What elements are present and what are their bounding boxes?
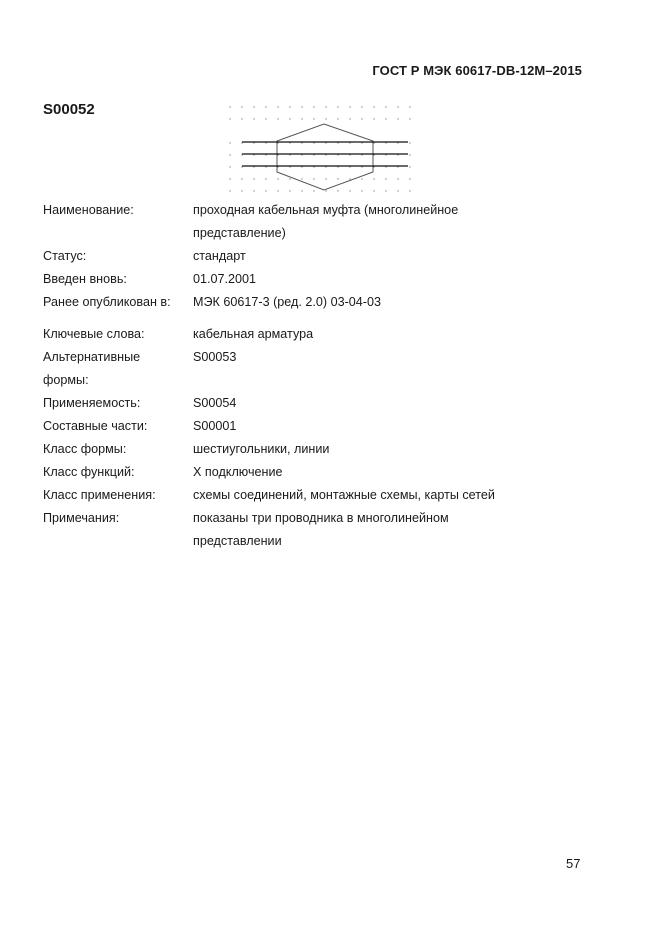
- property-row-shape-class: [43, 438, 603, 461]
- property-row-notes: [43, 507, 603, 553]
- property-row-components: [43, 415, 603, 438]
- property-label: Альтернативные: [43, 350, 141, 364]
- cable-sealing-end-icon: [226, 102, 422, 196]
- property-value: 01.07.2001: [193, 272, 257, 286]
- property-label: Применяемость:: [43, 396, 141, 410]
- property-label-continued: формы:: [43, 373, 89, 387]
- property-value: проходная кабельная муфта (многолинейное: [193, 203, 459, 217]
- property-row-alternative-forms: [43, 346, 603, 392]
- property-row-applicability: [43, 392, 603, 415]
- property-row-introduced: [43, 268, 603, 291]
- property-label: Класс функций:: [43, 465, 135, 479]
- property-label: Класс формы:: [43, 442, 127, 456]
- page-number: 57: [566, 856, 581, 871]
- property-value: схемы соединений, монтажные схемы, карты сетей: [193, 488, 495, 502]
- dot-grid: [229, 106, 410, 191]
- property-value-continued: представление): [193, 226, 286, 240]
- property-value: S00001: [193, 419, 237, 433]
- property-label: Класс применения:: [43, 488, 156, 502]
- property-label: Ключевые слова:: [43, 327, 145, 341]
- property-label: Наименование:: [43, 203, 134, 217]
- symbol-id: S00052: [43, 101, 95, 118]
- properties-table: [43, 199, 603, 553]
- property-label: Ранее опубликован в:: [43, 295, 171, 309]
- property-label: Составные части:: [43, 419, 148, 433]
- page-header: ГОСТ Р МЭК 60617-DB-12M–2015: [372, 63, 582, 78]
- property-label: Примечания:: [43, 511, 120, 525]
- property-row-function-class: [43, 461, 603, 484]
- property-row-application-class: [43, 484, 603, 507]
- property-row-name: [43, 199, 603, 245]
- property-row-status: [43, 245, 603, 268]
- property-row-keywords: [43, 323, 603, 346]
- property-value: S00053: [193, 350, 237, 364]
- property-value: S00054: [193, 396, 237, 410]
- property-label: Статус:: [43, 249, 87, 263]
- property-value: кабельная арматура: [193, 327, 314, 341]
- property-label: Введен вновь:: [43, 272, 127, 286]
- property-value: шестиугольники, линии: [193, 442, 330, 456]
- property-value-continued: представлении: [193, 534, 282, 548]
- group-separator: [43, 314, 603, 323]
- symbol-figure: [226, 102, 422, 196]
- property-value: стандарт: [193, 249, 246, 263]
- hexagon-outline: [277, 124, 373, 190]
- property-value: МЭК 60617-3 (ред. 2.0) 03-04-03: [193, 295, 381, 309]
- property-value: X подключение: [193, 465, 283, 479]
- property-row-previously-published: [43, 291, 603, 314]
- property-value: показаны три проводника в многолинейном: [193, 511, 449, 525]
